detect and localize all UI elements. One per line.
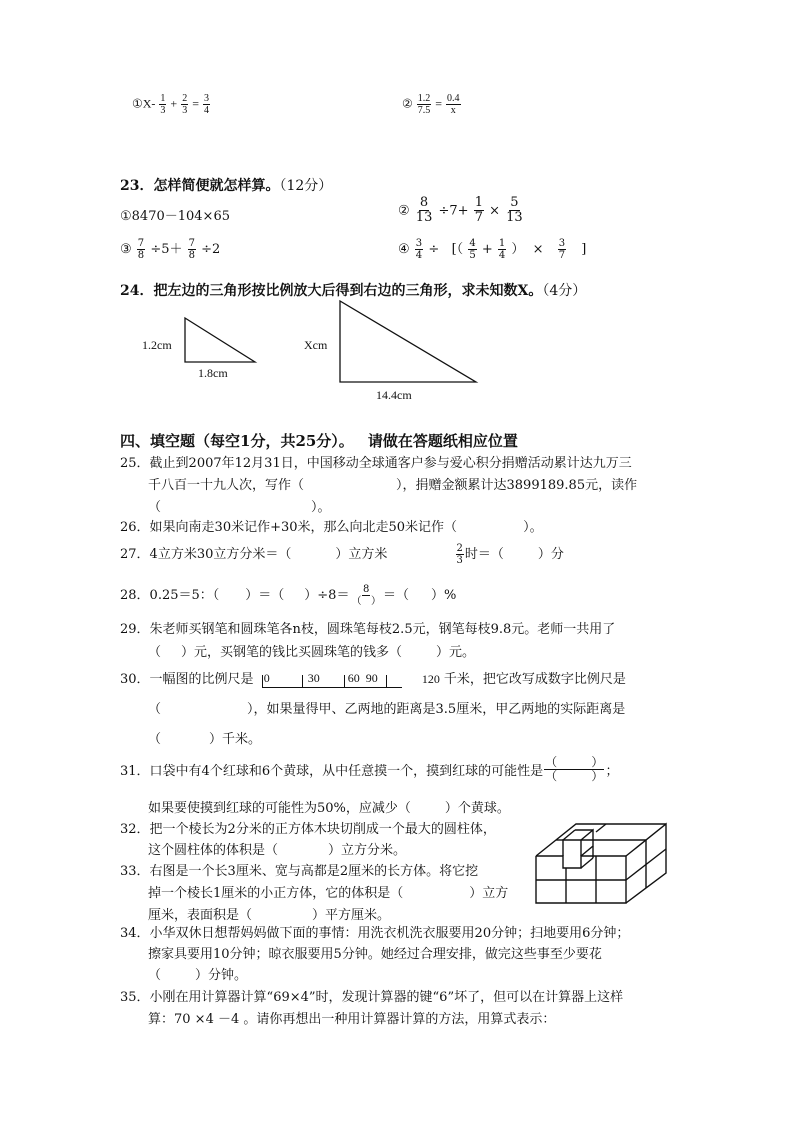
q25-line-1: 25．截止到2007年12月31日，中国移动全球通客户参与爱心积分捐赠活动累计达九万三 — [120, 456, 632, 471]
q23-problem-1: ①8470－104×65 — [120, 209, 230, 224]
fraction: $\frac{3}{4}$ — [203, 93, 209, 116]
q27: 27．4立方米30立方分米＝（ ）立方米 $\frac{2}{3}$ 时＝（ ）分 — [120, 543, 564, 566]
q25-line-2: 千八百一十九人次，写作（ ），捐赠金额累计达3899189.85元，读作 — [148, 478, 638, 493]
q34-line-2: 擦家具要用10分钟；晾衣服要用5分钟。她经过合理安排，做完这些事至少要花 — [148, 947, 602, 962]
q29-line-2: （ ）元，买钢笔的钱比买圆珠笔的钱多（ ）元。 — [148, 645, 476, 660]
q26: 26．如果向南走30米记作+30米，那么向北走50米记作（ ）。 — [120, 520, 543, 535]
q33-line-2: 掉一个棱长1厘米的小正方体，它的体积是（ ）立方 — [148, 886, 509, 901]
fraction: $\frac{7}{8}$ — [137, 238, 145, 261]
fraction: $\frac{1.2}{7.5}$ — [417, 93, 431, 116]
fraction: $\frac{5}{13}$ — [506, 195, 523, 226]
small-height-label: 1.2cm — [142, 338, 172, 352]
q33-line-1: 33．右图是一个长3厘米、宽与高都是2厘米的长方体。将它挖 — [120, 864, 479, 879]
q32-line-1: 32．把一个棱长为2分米的正方体木块切削成一个最大的圆柱体， — [120, 822, 496, 837]
fraction: $\frac{3}{7}$ — [558, 238, 566, 261]
q30-line-1: 30．一幅图的比例尺是 0 30 60 90 120 千米，把它改写成数字比例尺是 — [120, 671, 626, 687]
q24-title: 24．把左边的三角形按比例放大后得到右边的三角形，求未知数X。（4分） — [120, 283, 587, 299]
q33-line-3: 厘米，表面积是（ ）平方厘米。 — [148, 908, 391, 923]
fraction: $\frac{2}{3}$ — [456, 543, 463, 566]
q31-line-1: 31．口袋中有4个红球和6个黄球，从中任意摸一个，摸到红球的可能性是 $\frac{( )}{( )}$ ； — [120, 755, 619, 784]
equation-2: ② $\frac{1.2}{7.5}$ = $\frac{0.4}{x}$ — [402, 93, 460, 116]
q23-title: 23．怎样简便就怎样算。（12分） — [120, 178, 333, 194]
fraction: $\frac{4}{5}$ — [469, 238, 476, 261]
q34-line-3: （ ）分钟。 — [148, 968, 248, 983]
small-base-label: 1.8cm — [198, 366, 228, 380]
q28: 28．0.25＝5：（ ）＝（ ）÷8＝ $\frac{8}{( )}$ ＝（ ）% — [120, 584, 457, 607]
big-base-label: 14.4cm — [376, 388, 412, 402]
fraction: $\frac{7}{8}$ — [188, 238, 195, 261]
q23-problem-3: ③ $\frac{7}{8}$ ÷5＋ $\frac{7}{8}$ ÷2 — [120, 238, 221, 261]
fraction: $\frac{0.4}{x}$ — [447, 93, 460, 116]
q30-line-2: （ ），如果量得甲、乙两地的距离是3.5厘米，甲乙两地的实际距离是 — [148, 702, 626, 717]
fraction: $\frac{3}{4}$ — [415, 238, 423, 261]
fraction: $\frac{2}{3}$ — [182, 93, 188, 116]
cuboid-figure — [533, 818, 673, 908]
q34-line-1: 34．小华双休日想帮妈妈做下面的事情：用洗衣机洗衣服要用20分钟；扫地要用6分钟； — [120, 926, 630, 941]
small-triangle — [180, 315, 260, 365]
fraction: $\frac{1}{4}$ — [498, 238, 506, 261]
q31-line-2: 如果要使摸到红球的可能性为50%，应减少（ ）个黄球。 — [148, 801, 510, 816]
fraction: $\frac{1}{7}$ — [474, 195, 483, 226]
equation-1: ①X- $\frac{1}{3}$ + $\frac{2}{3}$ = $\frac{3}{4}$ — [132, 93, 209, 116]
fraction: $\frac{( )}{( )}$ — [545, 755, 604, 784]
q23-problem-2: ② $\frac{8}{13}$ ÷7+ $\frac{1}{7}$ × $\frac{5}{13}$ — [398, 195, 523, 226]
eq1-prefix: ①X- — [132, 96, 156, 111]
q29-line-1: 29．朱老师买钢笔和圆珠笔各n枝，圆珠笔每枝2.5元，钢笔每枝9.8元。老师一共用了 — [120, 622, 616, 637]
big-triangle — [336, 298, 480, 386]
fraction: $\frac{8}{13}$ — [415, 195, 433, 226]
q30-line-3: （ ）千米。 — [148, 732, 262, 747]
big-height-label: Xcm — [304, 338, 328, 352]
q35-line-1: 35．小刚在用计算器计算“69×4”时，发现计算器的键“6”坏了，但可以在计算器上这样 — [120, 990, 624, 1005]
scale-bar: 0 30 60 90 — [262, 671, 402, 688]
q25-line-3: （ ）。 — [148, 500, 331, 515]
fraction: $\frac{1}{3}$ — [160, 93, 166, 116]
fraction: $\frac{8}{( )}$ — [351, 584, 381, 607]
q23-problem-4: ④ $\frac{3}{4}$ ÷ [（ $\frac{4}{5}$ + $\frac{1}{4}$ ） × $\frac{3}{7}$ ] — [398, 238, 587, 261]
q32-line-2: 这个圆柱体的体积是（ ）立方分米。 — [148, 843, 407, 858]
q35-line-2: 算：70 ×4 －4 。请你再想出一种用计算器计算的方法，用算式表示： — [148, 1012, 556, 1027]
section4-heading: 四、填空题（每空1分，共25分）。 请做在答题纸相应位置 — [120, 432, 518, 450]
